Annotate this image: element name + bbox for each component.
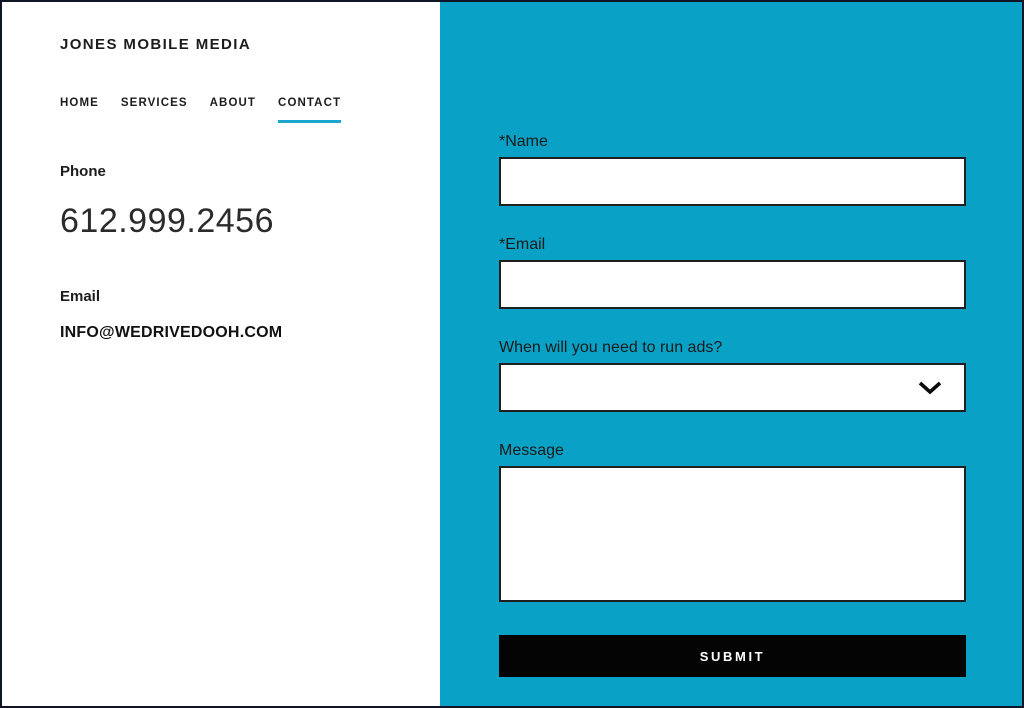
- message-input[interactable]: [499, 466, 966, 602]
- left-panel: [2, 2, 440, 706]
- nav-item-contact[interactable]: CONTACT: [278, 97, 341, 123]
- ads-select[interactable]: [499, 363, 966, 412]
- email-field-label: *Email: [499, 236, 546, 253]
- nav-item-home[interactable]: HOME: [60, 97, 99, 109]
- submit-button[interactable]: SUBMIT: [499, 635, 966, 677]
- message-label: Message: [499, 442, 564, 459]
- nav-item-about[interactable]: ABOUT: [209, 97, 257, 109]
- ads-label: When will you need to run ads?: [499, 339, 723, 356]
- contact-form: [499, 133, 966, 677]
- name-label: *Name: [499, 133, 548, 150]
- main-nav: [60, 97, 440, 123]
- name-input[interactable]: [499, 157, 966, 206]
- email-label: Email: [60, 288, 101, 305]
- email-value: INFO@WEDRIVEDOOH.COM: [60, 324, 283, 341]
- phone-label: Phone: [60, 163, 106, 180]
- email-input[interactable]: [499, 260, 966, 309]
- brand-title: JONES MOBILE MEDIA: [60, 36, 252, 53]
- ads-select-wrap: [499, 363, 966, 412]
- nav-item-services[interactable]: SERVICES: [120, 97, 188, 109]
- contact-form-panel: [440, 2, 1022, 706]
- phone-number: 612.999.2456: [60, 202, 274, 240]
